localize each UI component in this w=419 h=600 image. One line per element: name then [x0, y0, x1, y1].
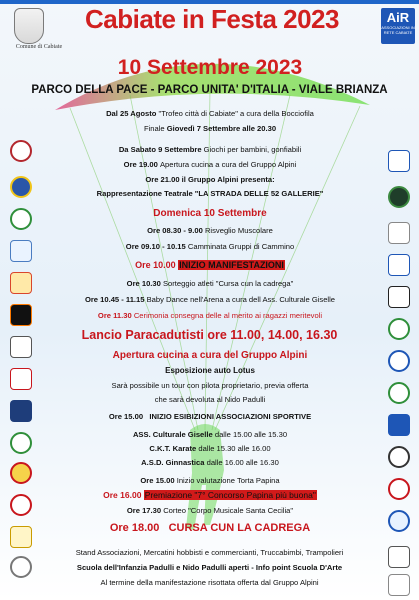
- footer-line: Stand Associazioni, Mercatini hobbisti e commercianti, Truccabimbi, Trampolieri: [75, 548, 344, 557]
- sponsor-logo-icon: [388, 318, 410, 340]
- sponsor-logo-icon: [10, 304, 32, 326]
- program-line: Dal 25 Agosto "Trofeo città di Cabiate" a cura della Bocciofila: [106, 109, 314, 118]
- lancio-paracadutisti: Lancio Paracadutisti ore 11.00, 14.00, 16.30: [81, 328, 338, 342]
- sponsor-logo-icon: [10, 400, 32, 422]
- sponsor-logo-icon: [388, 546, 410, 568]
- final-item: Ore 18.00 CURSA CUN LA CADREGA: [109, 522, 311, 534]
- afternoon-item: Ore 16.00 Premiazione "7° Concorso Papina più buona": [103, 490, 316, 500]
- sponsor-logo-icon: [388, 254, 410, 276]
- program-line: Ore 19.00 Apertura cucina a cura del Gruppo Alpini: [123, 160, 297, 169]
- sponsor-logo-icon: [388, 186, 410, 208]
- sponsor-logo-icon: [10, 208, 32, 230]
- air-logo: [381, 8, 415, 44]
- sponsor-logo-icon: [10, 526, 32, 548]
- event-title: Cabiate in Festa 2023: [85, 4, 339, 34]
- air-logo-subtitle: ASSOCIAZIONI IN RETE CABIATE: [381, 25, 415, 35]
- afternoon-item: Ore 17.30 Corteo "Corpo Musicale Santa Cecilia": [126, 506, 294, 515]
- sponsor-logo-icon: [388, 350, 410, 372]
- sponsor-logo-icon: [10, 432, 32, 454]
- sponsor-logo-icon: [10, 336, 32, 358]
- afternoon-item: Ore 15.00 Inizio valutazione Torta Papina: [140, 476, 280, 485]
- footer-line: Scuola dell'Infanzia Padulli e Nido Padulli aperti - Info point Scuola D'Arte: [76, 563, 343, 572]
- afternoon-item: ASS. Culturale Giselle dalle 15.00 alle 15.30: [132, 430, 288, 439]
- sponsor-logo-icon: [10, 368, 32, 390]
- sunday-item: Ore 10.00 INIZIO MANIFESTAZIONI: [135, 260, 284, 270]
- footer-line: Al termine della manifestazione risottata offerta dal Gruppo Alpini: [100, 578, 319, 587]
- sponsor-logo-icon: [388, 150, 410, 172]
- apertura-cucina: Apertura cucina a cura del Gruppo Alpini: [112, 350, 308, 361]
- sponsor-logo-icon: [10, 462, 32, 484]
- event-date: 10 Settembre 2023: [117, 56, 303, 79]
- sponsor-logo-icon: [388, 414, 410, 436]
- sponsor-logo-icon: [10, 176, 32, 198]
- sponsor-logo-icon: [10, 556, 32, 578]
- crest-caption: Comune di Cabiate: [15, 44, 63, 50]
- sponsor-logo-icon: [388, 382, 410, 404]
- sunday-item: Ore 09.10 - 10.15 Camminata Gruppi di Cammino: [125, 242, 295, 251]
- sunday-item: Ore 11.30 Cerimonia consegna delle al merito ai ragazzi meritevoli: [97, 311, 323, 320]
- sponsor-logo-icon: [388, 510, 410, 532]
- esposizione: Esposizione auto Lotus: [165, 366, 255, 375]
- afternoon-item: C.K.T. Karate dalle 15.30 alle 16.00: [149, 444, 271, 453]
- sponsor-logo-icon: [388, 286, 410, 308]
- sunday-heading: Domenica 10 Settembre: [153, 208, 267, 219]
- sunday-item: Ore 08.30 - 9.00 Risveglio Muscolare: [147, 226, 273, 235]
- sponsor-logo-icon: [388, 222, 410, 244]
- program-line: Finale Giovedì 7 Settembre alle 20.30: [143, 124, 277, 133]
- sunday-item: Ore 10.45 - 11.15 Baby Dance nell'Arena a cura dell Ass. Culturale Giselle: [84, 295, 336, 304]
- afternoon-item: A.S.D. Ginnastica dalle 16.00 alle 16.30: [141, 458, 279, 467]
- sponsor-logo-icon: [388, 574, 410, 596]
- tour-line: Sarà possibile un tour con pilota proprietario, previa offerta: [111, 381, 309, 390]
- sunday-item: Ore 10.30 Sorteggio atleti "Cursa cun la cadrega": [126, 279, 294, 288]
- municipal-crest-icon: [14, 8, 44, 44]
- tour-line: che sarà devoluta al Nido Padulli: [154, 395, 266, 404]
- sponsor-logo-icon: [388, 446, 410, 468]
- sponsor-logo-icon: [10, 272, 32, 294]
- program-line: Da Sabato 9 Settembre Giochi per bambini, gonfiabili: [118, 145, 302, 154]
- sponsor-logo-icon: [10, 494, 32, 516]
- air-logo-title: AiR: [386, 10, 410, 25]
- program-line: Rappresentazione Teatrale "LA STRADA DELLE 52 GALLERIE": [96, 189, 324, 198]
- event-venue: PARCO DELLA PACE - PARCO UNITA' D'ITALIA - VIALE BRIANZA: [31, 84, 388, 96]
- sponsor-logo-icon: [10, 140, 32, 162]
- sponsor-logo-icon: [10, 240, 32, 262]
- sponsor-logo-icon: [388, 478, 410, 500]
- afternoon-item: Ore 15.00 INIZIO ESIBIZIONI ASSOCIAZIONI SPORTIVE: [108, 412, 312, 421]
- program-line: Ore 21.00 il Gruppo Alpini presenta:: [145, 175, 275, 184]
